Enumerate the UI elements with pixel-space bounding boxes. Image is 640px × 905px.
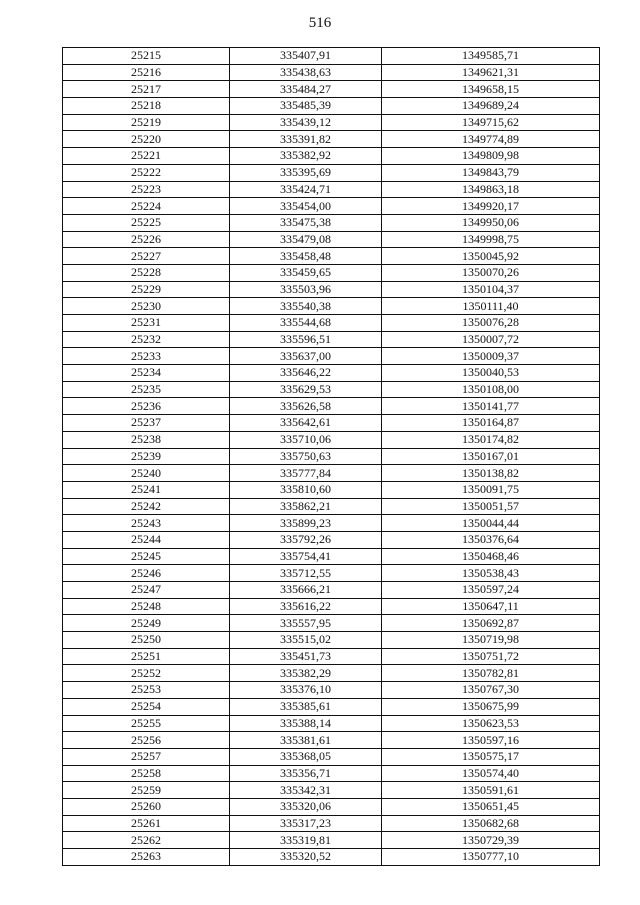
x-coordinate-cell: 335342,31 bbox=[230, 782, 382, 799]
table-row bbox=[63, 48, 600, 65]
x-coordinate-cell: 335637,00 bbox=[230, 348, 382, 365]
x-coordinate-cell: 335557,95 bbox=[230, 615, 382, 632]
x-coordinate-cell: 335596,51 bbox=[230, 331, 382, 348]
point-number-cell: 25217 bbox=[63, 81, 230, 98]
coordinates-table-body bbox=[63, 48, 600, 866]
y-coordinate-cell: 1350174,82 bbox=[382, 431, 600, 448]
table-row bbox=[63, 698, 600, 715]
table-row bbox=[63, 565, 600, 582]
point-number-cell: 25221 bbox=[63, 148, 230, 165]
table-row bbox=[63, 398, 600, 415]
y-coordinate-cell: 1349715,62 bbox=[382, 114, 600, 131]
y-coordinate-cell: 1350729,39 bbox=[382, 832, 600, 849]
table-row bbox=[63, 264, 600, 281]
point-number-cell: 25220 bbox=[63, 131, 230, 148]
point-number-cell: 25252 bbox=[63, 665, 230, 682]
y-coordinate-cell: 1349658,15 bbox=[382, 81, 600, 98]
table-row bbox=[63, 765, 600, 782]
y-coordinate-cell: 1350167,01 bbox=[382, 448, 600, 465]
table-row bbox=[63, 632, 600, 649]
point-number-cell: 25251 bbox=[63, 648, 230, 665]
point-number-cell: 25258 bbox=[63, 765, 230, 782]
point-number-cell: 25219 bbox=[63, 114, 230, 131]
table-row bbox=[63, 231, 600, 248]
table-row bbox=[63, 481, 600, 498]
table-row bbox=[63, 648, 600, 665]
x-coordinate-cell: 335368,05 bbox=[230, 748, 382, 765]
y-coordinate-cell: 1350675,99 bbox=[382, 698, 600, 715]
point-number-cell: 25231 bbox=[63, 315, 230, 332]
point-number-cell: 25235 bbox=[63, 381, 230, 398]
table-row bbox=[63, 515, 600, 532]
point-number-cell: 25259 bbox=[63, 782, 230, 799]
x-coordinate-cell: 335395,69 bbox=[230, 164, 382, 181]
table-row bbox=[63, 381, 600, 398]
x-coordinate-cell: 335382,29 bbox=[230, 665, 382, 682]
table-row bbox=[63, 665, 600, 682]
table-row bbox=[63, 214, 600, 231]
y-coordinate-cell: 1350111,40 bbox=[382, 298, 600, 315]
x-coordinate-cell: 335439,12 bbox=[230, 114, 382, 131]
x-coordinate-cell: 335475,38 bbox=[230, 214, 382, 231]
x-coordinate-cell: 335792,26 bbox=[230, 531, 382, 548]
point-number-cell: 25224 bbox=[63, 198, 230, 215]
table-row bbox=[63, 64, 600, 81]
table-row bbox=[63, 732, 600, 749]
x-coordinate-cell: 335540,38 bbox=[230, 298, 382, 315]
point-number-cell: 25253 bbox=[63, 682, 230, 699]
x-coordinate-cell: 335485,39 bbox=[230, 98, 382, 115]
y-coordinate-cell: 1350597,16 bbox=[382, 732, 600, 749]
table-row bbox=[63, 498, 600, 515]
x-coordinate-cell: 335750,63 bbox=[230, 448, 382, 465]
table-row bbox=[63, 531, 600, 548]
table-row bbox=[63, 598, 600, 615]
x-coordinate-cell: 335616,22 bbox=[230, 598, 382, 615]
table-row bbox=[63, 114, 600, 131]
table-row bbox=[63, 431, 600, 448]
point-number-cell: 25236 bbox=[63, 398, 230, 415]
x-coordinate-cell: 335712,55 bbox=[230, 565, 382, 582]
point-number-cell: 25222 bbox=[63, 164, 230, 181]
point-number-cell: 25230 bbox=[63, 298, 230, 315]
point-number-cell: 25255 bbox=[63, 715, 230, 732]
table-row bbox=[63, 682, 600, 699]
y-coordinate-cell: 1350164,87 bbox=[382, 415, 600, 432]
x-coordinate-cell: 335862,21 bbox=[230, 498, 382, 515]
y-coordinate-cell: 1350070,26 bbox=[382, 264, 600, 281]
y-coordinate-cell: 1349774,89 bbox=[382, 131, 600, 148]
table-row bbox=[63, 164, 600, 181]
table-row bbox=[63, 365, 600, 382]
x-coordinate-cell: 335451,73 bbox=[230, 648, 382, 665]
x-coordinate-cell: 335356,71 bbox=[230, 765, 382, 782]
y-coordinate-cell: 1349689,24 bbox=[382, 98, 600, 115]
x-coordinate-cell: 335424,71 bbox=[230, 181, 382, 198]
point-number-cell: 25242 bbox=[63, 498, 230, 515]
x-coordinate-cell: 335626,58 bbox=[230, 398, 382, 415]
table-row bbox=[63, 298, 600, 315]
table-row bbox=[63, 148, 600, 165]
point-number-cell: 25223 bbox=[63, 181, 230, 198]
table-row bbox=[63, 548, 600, 565]
y-coordinate-cell: 1350040,53 bbox=[382, 365, 600, 382]
x-coordinate-cell: 335382,92 bbox=[230, 148, 382, 165]
y-coordinate-cell: 1350045,92 bbox=[382, 248, 600, 265]
y-coordinate-cell: 1350647,11 bbox=[382, 598, 600, 615]
y-coordinate-cell: 1349950,06 bbox=[382, 214, 600, 231]
x-coordinate-cell: 335754,41 bbox=[230, 548, 382, 565]
x-coordinate-cell: 335777,84 bbox=[230, 465, 382, 482]
y-coordinate-cell: 1349621,31 bbox=[382, 64, 600, 81]
point-number-cell: 25234 bbox=[63, 365, 230, 382]
x-coordinate-cell: 335503,96 bbox=[230, 281, 382, 298]
y-coordinate-cell: 1349809,98 bbox=[382, 148, 600, 165]
point-number-cell: 25225 bbox=[63, 214, 230, 231]
x-coordinate-cell: 335646,22 bbox=[230, 365, 382, 382]
y-coordinate-cell: 1350782,81 bbox=[382, 665, 600, 682]
y-coordinate-cell: 1350044,44 bbox=[382, 515, 600, 532]
point-number-cell: 25261 bbox=[63, 815, 230, 832]
point-number-cell: 25256 bbox=[63, 732, 230, 749]
point-number-cell: 25237 bbox=[63, 415, 230, 432]
y-coordinate-cell: 1350076,28 bbox=[382, 315, 600, 332]
x-coordinate-cell: 335544,68 bbox=[230, 315, 382, 332]
y-coordinate-cell: 1349920,17 bbox=[382, 198, 600, 215]
point-number-cell: 25243 bbox=[63, 515, 230, 532]
table-row bbox=[63, 315, 600, 332]
y-coordinate-cell: 1349585,71 bbox=[382, 48, 600, 65]
point-number-cell: 25229 bbox=[63, 281, 230, 298]
table-row bbox=[63, 348, 600, 365]
point-number-cell: 25238 bbox=[63, 431, 230, 448]
y-coordinate-cell: 1350623,53 bbox=[382, 715, 600, 732]
point-number-cell: 25263 bbox=[63, 849, 230, 866]
table-row bbox=[63, 465, 600, 482]
x-coordinate-cell: 335438,63 bbox=[230, 64, 382, 81]
y-coordinate-cell: 1350141,77 bbox=[382, 398, 600, 415]
y-coordinate-cell: 1350575,17 bbox=[382, 748, 600, 765]
table-row bbox=[63, 832, 600, 849]
point-number-cell: 25260 bbox=[63, 798, 230, 815]
y-coordinate-cell: 1349843,79 bbox=[382, 164, 600, 181]
point-number-cell: 25250 bbox=[63, 632, 230, 649]
y-coordinate-cell: 1350767,30 bbox=[382, 682, 600, 699]
point-number-cell: 25227 bbox=[63, 248, 230, 265]
point-number-cell: 25249 bbox=[63, 615, 230, 632]
table-row bbox=[63, 248, 600, 265]
point-number-cell: 25240 bbox=[63, 465, 230, 482]
y-coordinate-cell: 1350051,57 bbox=[382, 498, 600, 515]
y-coordinate-cell: 1350104,37 bbox=[382, 281, 600, 298]
y-coordinate-cell: 1350009,37 bbox=[382, 348, 600, 365]
x-coordinate-cell: 335458,48 bbox=[230, 248, 382, 265]
x-coordinate-cell: 335320,06 bbox=[230, 798, 382, 815]
x-coordinate-cell: 335810,60 bbox=[230, 481, 382, 498]
table-row bbox=[63, 782, 600, 799]
x-coordinate-cell: 335317,23 bbox=[230, 815, 382, 832]
y-coordinate-cell: 1350376,64 bbox=[382, 531, 600, 548]
point-number-cell: 25244 bbox=[63, 531, 230, 548]
coordinates-table bbox=[62, 47, 600, 866]
table-row bbox=[63, 798, 600, 815]
y-coordinate-cell: 1350719,98 bbox=[382, 632, 600, 649]
table-row bbox=[63, 615, 600, 632]
point-number-cell: 25245 bbox=[63, 548, 230, 565]
x-coordinate-cell: 335385,61 bbox=[230, 698, 382, 715]
page-number: 516 bbox=[308, 15, 332, 31]
y-coordinate-cell: 1350682,68 bbox=[382, 815, 600, 832]
point-number-cell: 25233 bbox=[63, 348, 230, 365]
x-coordinate-cell: 335376,10 bbox=[230, 682, 382, 699]
point-number-cell: 25232 bbox=[63, 331, 230, 348]
y-coordinate-cell: 1350091,75 bbox=[382, 481, 600, 498]
x-coordinate-cell: 335459,65 bbox=[230, 264, 382, 281]
y-coordinate-cell: 1350468,46 bbox=[382, 548, 600, 565]
x-coordinate-cell: 335899,23 bbox=[230, 515, 382, 532]
y-coordinate-cell: 1350538,43 bbox=[382, 565, 600, 582]
y-coordinate-cell: 1350007,72 bbox=[382, 331, 600, 348]
y-coordinate-cell: 1350777,10 bbox=[382, 849, 600, 866]
x-coordinate-cell: 335629,53 bbox=[230, 381, 382, 398]
point-number-cell: 25247 bbox=[63, 582, 230, 599]
y-coordinate-cell: 1350574,40 bbox=[382, 765, 600, 782]
point-number-cell: 25241 bbox=[63, 481, 230, 498]
x-coordinate-cell: 335710,06 bbox=[230, 431, 382, 448]
table-row bbox=[63, 98, 600, 115]
point-number-cell: 25254 bbox=[63, 698, 230, 715]
x-coordinate-cell: 335319,81 bbox=[230, 832, 382, 849]
x-coordinate-cell: 335391,82 bbox=[230, 131, 382, 148]
y-coordinate-cell: 1350108,00 bbox=[382, 381, 600, 398]
table-row bbox=[63, 198, 600, 215]
point-number-cell: 25218 bbox=[63, 98, 230, 115]
table-row bbox=[63, 331, 600, 348]
table-row bbox=[63, 715, 600, 732]
table-row bbox=[63, 181, 600, 198]
x-coordinate-cell: 335666,21 bbox=[230, 582, 382, 599]
y-coordinate-cell: 1349863,18 bbox=[382, 181, 600, 198]
x-coordinate-cell: 335381,61 bbox=[230, 732, 382, 749]
table-row bbox=[63, 748, 600, 765]
point-number-cell: 25248 bbox=[63, 598, 230, 615]
point-number-cell: 25257 bbox=[63, 748, 230, 765]
table-row bbox=[63, 415, 600, 432]
x-coordinate-cell: 335388,14 bbox=[230, 715, 382, 732]
y-coordinate-cell: 1349998,75 bbox=[382, 231, 600, 248]
x-coordinate-cell: 335407,91 bbox=[230, 48, 382, 65]
point-number-cell: 25226 bbox=[63, 231, 230, 248]
table-row bbox=[63, 815, 600, 832]
point-number-cell: 25216 bbox=[63, 64, 230, 81]
y-coordinate-cell: 1350138,82 bbox=[382, 465, 600, 482]
x-coordinate-cell: 335642,61 bbox=[230, 415, 382, 432]
y-coordinate-cell: 1350591,61 bbox=[382, 782, 600, 799]
x-coordinate-cell: 335479,08 bbox=[230, 231, 382, 248]
point-number-cell: 25246 bbox=[63, 565, 230, 582]
x-coordinate-cell: 335515,02 bbox=[230, 632, 382, 649]
y-coordinate-cell: 1350651,45 bbox=[382, 798, 600, 815]
table-row bbox=[63, 448, 600, 465]
y-coordinate-cell: 1350751,72 bbox=[382, 648, 600, 665]
table-row bbox=[63, 131, 600, 148]
point-number-cell: 25228 bbox=[63, 264, 230, 281]
y-coordinate-cell: 1350597,24 bbox=[382, 582, 600, 599]
point-number-cell: 25215 bbox=[63, 48, 230, 65]
table-row bbox=[63, 281, 600, 298]
point-number-cell: 25262 bbox=[63, 832, 230, 849]
x-coordinate-cell: 335484,27 bbox=[230, 81, 382, 98]
table-row bbox=[63, 81, 600, 98]
x-coordinate-cell: 335454,00 bbox=[230, 198, 382, 215]
x-coordinate-cell: 335320,52 bbox=[230, 849, 382, 866]
table-row bbox=[63, 849, 600, 866]
point-number-cell: 25239 bbox=[63, 448, 230, 465]
y-coordinate-cell: 1350692,87 bbox=[382, 615, 600, 632]
table-row bbox=[63, 582, 600, 599]
